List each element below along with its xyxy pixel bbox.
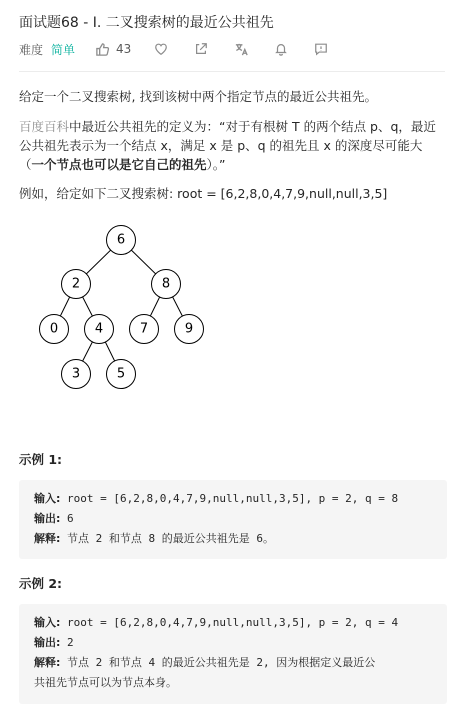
tree-node-5 xyxy=(107,360,136,389)
tree-node-label: 6 xyxy=(116,232,126,248)
tree-node-label: 2 xyxy=(71,276,81,292)
problem-meta-bar xyxy=(19,40,353,58)
description-paragraph-2 xyxy=(19,117,447,174)
input-label: 输入: xyxy=(34,492,61,505)
page-title: 面试题68 - I. 二叉搜索树的最近公共祖先 xyxy=(19,15,274,31)
output-label: 输出: xyxy=(34,636,61,649)
tree-node-label: 7 xyxy=(139,321,149,337)
share-button[interactable] xyxy=(193,41,209,57)
example-2-code-block xyxy=(19,604,447,704)
tree-node-label: 8 xyxy=(161,276,171,292)
example-1-output-row xyxy=(34,509,432,529)
input-value: root = [6,2,8,0,4,7,9,null,null,3,5], p = 2, q = 4 xyxy=(60,616,399,629)
tree-node-label: 4 xyxy=(94,321,104,337)
translate-icon xyxy=(234,42,249,57)
tree-node-8 xyxy=(152,270,181,299)
notify-button[interactable] xyxy=(273,41,289,57)
like-button[interactable] xyxy=(95,42,131,57)
example-1-explain-row xyxy=(34,529,432,549)
output-value: 6 xyxy=(60,512,74,525)
difficulty-label: 难度 xyxy=(19,42,44,57)
definition-text: 中最近公共祖先的定义为：“对于有根树 T 的两个结点 p、q，最近公共祖先表示为一个结点 x，满足 x 是 p、q 的祖先且 x 的深度尽可能大（ xyxy=(19,119,436,172)
tree-node-2 xyxy=(62,270,91,299)
explain-text: 节点 2 和节点 8 的最近公共祖先是 6。 xyxy=(60,532,275,545)
tree-node-label: 9 xyxy=(184,321,194,337)
share-icon xyxy=(194,42,208,56)
output-label: 输出: xyxy=(34,512,61,525)
example-1-code-block xyxy=(19,480,447,559)
baidu-baike-link[interactable]: 百度百科 xyxy=(19,119,70,134)
example-1-input-row xyxy=(34,489,432,509)
heart-icon xyxy=(154,42,168,56)
example-2-title: 示例 2: xyxy=(19,576,63,591)
tree-edges xyxy=(54,240,189,374)
input-label: 输入: xyxy=(34,616,61,629)
bell-icon xyxy=(274,42,288,56)
binary-search-tree-diagram xyxy=(30,216,220,396)
description-paragraph-1: 给定一个二叉搜索树, 找到该树中两个指定节点的最近公共祖先。 xyxy=(19,89,377,104)
like-count: 43 xyxy=(116,42,132,56)
input-value: root = [6,2,8,0,4,7,9,null,null,3,5], p = 2, q = 8 xyxy=(60,492,399,505)
example-2-output-row xyxy=(34,633,432,653)
tree-node-9 xyxy=(175,315,204,344)
example-2-explain-row-2: 共祖先节点可以为节点本身。 xyxy=(34,676,177,689)
example-intro: 例如，给定如下二叉搜索树: root = [6,2,8,0,4,7,9,null,null,3,5] xyxy=(19,186,388,201)
thumbs-up-icon xyxy=(95,42,110,57)
difficulty-badge: 简单 xyxy=(51,42,76,57)
example-2-explain-row xyxy=(34,653,432,673)
output-value: 2 xyxy=(60,636,74,649)
tree-node-7 xyxy=(130,315,159,344)
explain-label: 解释: xyxy=(34,532,61,545)
header-divider xyxy=(19,71,445,72)
translate-button[interactable] xyxy=(233,41,249,57)
tree-node-label: 5 xyxy=(116,366,126,382)
favorite-button[interactable] xyxy=(153,41,169,57)
comment-icon xyxy=(314,42,328,56)
tree-node-0 xyxy=(40,315,69,344)
tree-node-6 xyxy=(107,226,136,255)
definition-end-text: ）。” xyxy=(206,157,226,172)
tree-node-label: 3 xyxy=(71,366,81,382)
comment-button[interactable] xyxy=(313,41,329,57)
explain-label: 解释: xyxy=(34,656,61,669)
explain-text: 节点 2 和节点 4 的最近公共祖先是 2, 因为根据定义最近公 xyxy=(60,656,376,669)
tree-node-4 xyxy=(85,315,114,344)
tree-node-3 xyxy=(62,360,91,389)
tree-node-label: 0 xyxy=(49,321,59,337)
example-2-input-row xyxy=(34,613,432,633)
example-1-title: 示例 1: xyxy=(19,452,63,467)
definition-bold-text: 一个节点也可以是它自己的祖先 xyxy=(31,157,207,172)
